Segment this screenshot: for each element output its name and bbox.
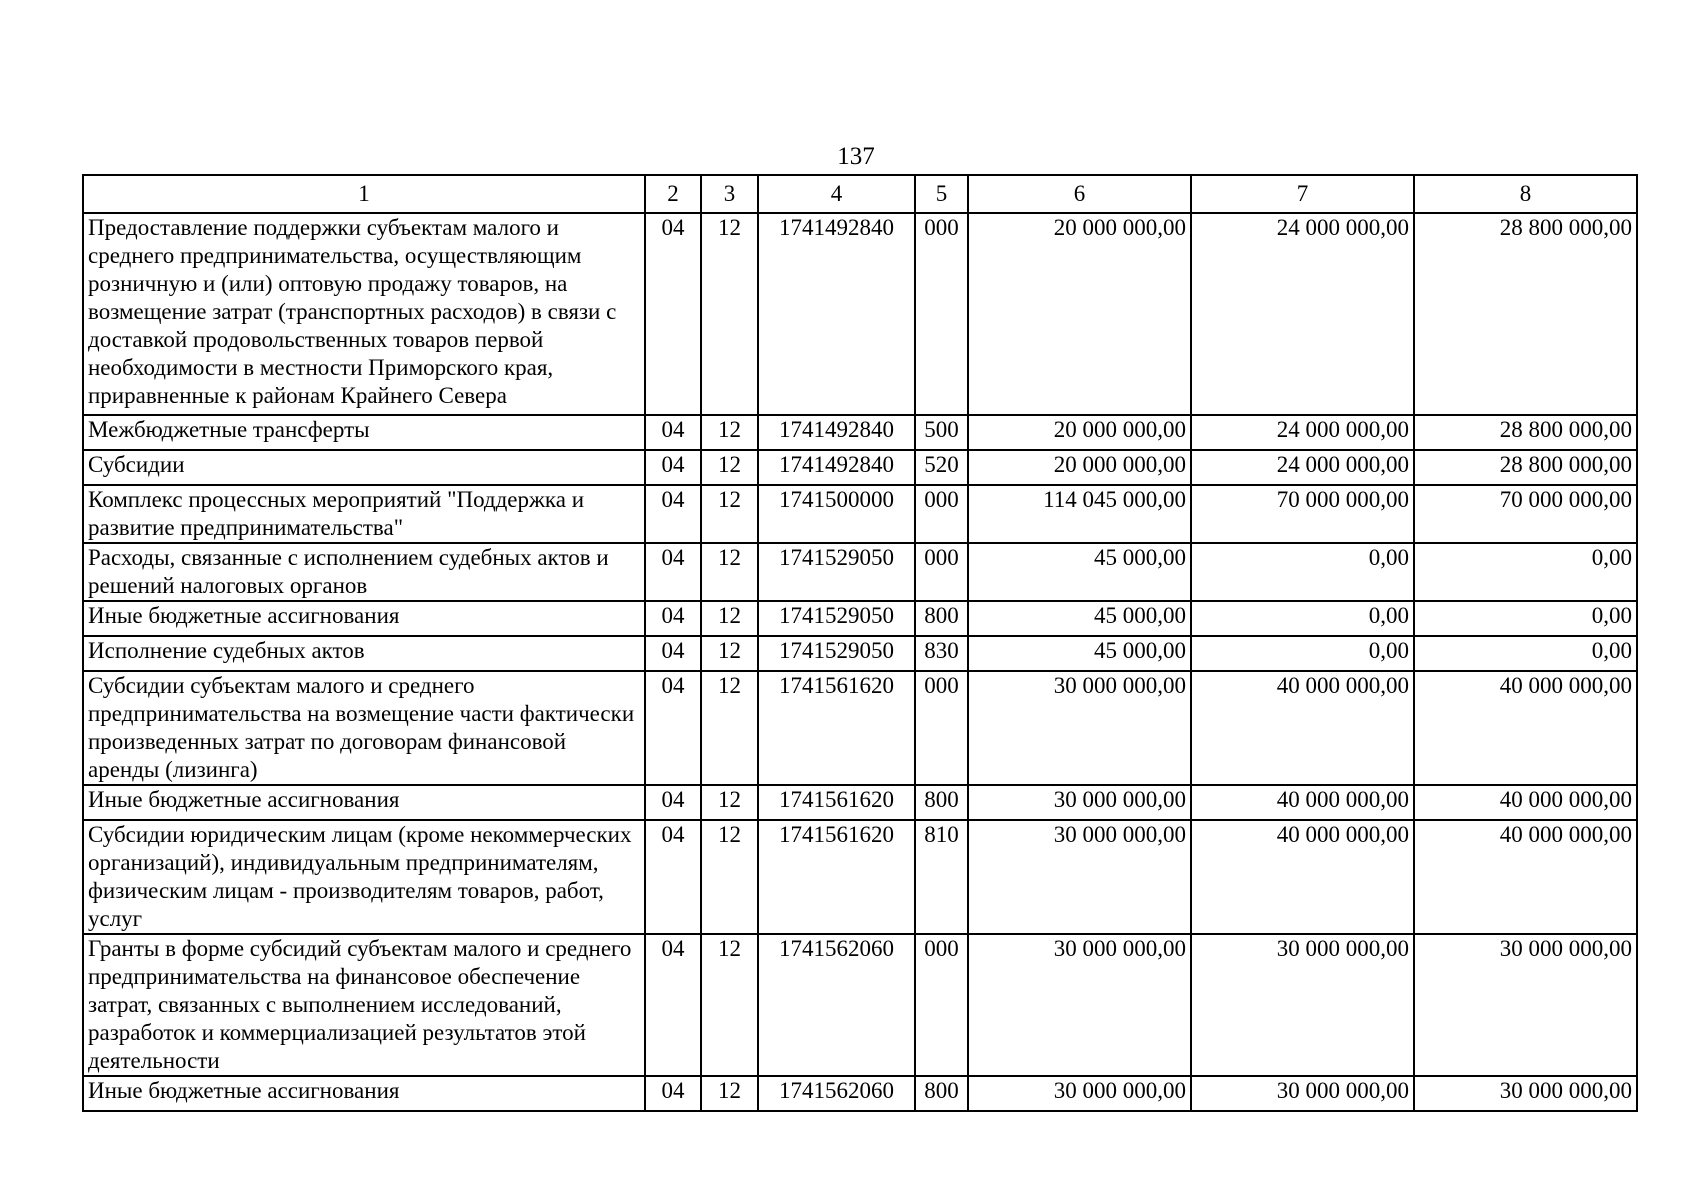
subsection-code: 12 (701, 415, 758, 450)
subsection-code: 12 (701, 543, 758, 601)
row-name: Субсидии юридическим лицам (кроме некоммерческих организаций), индивидуальным предпринимателям, физическим лицам - производителям товаров, работ, услуг (83, 820, 645, 934)
amount-col6: 30 000 000,00 (968, 820, 1191, 934)
row-name: Расходы, связанные с исполнением судебных актов и решений налоговых органов (83, 543, 645, 601)
row-name: Гранты в форме субсидий субъектам малого и среднего предпринимательства на финансовое обеспечение затрат, связанных с выполнением исследований, разработок и коммерциализацией результатов этой деятельности (83, 934, 645, 1076)
expense-type-code: 830 (915, 636, 968, 671)
section-code: 04 (645, 485, 701, 543)
section-code: 04 (645, 820, 701, 934)
section-code: 04 (645, 213, 701, 415)
amount-col7: 40 000 000,00 (1191, 785, 1414, 820)
target-article-code: 1741492840 (758, 450, 915, 485)
amount-col7: 30 000 000,00 (1191, 1076, 1414, 1111)
budget-table (82, 174, 1638, 1112)
amount-col7: 40 000 000,00 (1191, 820, 1414, 934)
subsection-code: 12 (701, 785, 758, 820)
target-article-code: 1741500000 (758, 485, 915, 543)
amount-col8: 70 000 000,00 (1414, 485, 1637, 543)
section-code: 04 (645, 415, 701, 450)
expense-type-code: 000 (915, 485, 968, 543)
expense-type-code: 800 (915, 785, 968, 820)
section-code: 04 (645, 450, 701, 485)
row-name: Предоставление поддержки субъектам малого и среднего предпринимательства, осуществляющим розничную и (или) оптовую продажу товаров, на возмещение затрат (транспортных расходов) в связи с доставкой продовольственных товаров первой необходимости в местности Приморского края, приравненные к районам Крайнего Севера (83, 213, 645, 415)
subsection-code: 12 (701, 1076, 758, 1111)
amount-col7: 70 000 000,00 (1191, 485, 1414, 543)
table-row (83, 415, 1637, 450)
target-article-code: 1741562060 (758, 934, 915, 1076)
amount-col8: 28 800 000,00 (1414, 213, 1637, 415)
target-article-code: 1741561620 (758, 785, 915, 820)
amount-col7: 24 000 000,00 (1191, 415, 1414, 450)
amount-col8: 40 000 000,00 (1414, 785, 1637, 820)
amount-col8: 28 800 000,00 (1414, 415, 1637, 450)
table-row (83, 785, 1637, 820)
amount-col7: 0,00 (1191, 543, 1414, 601)
expense-type-code: 800 (915, 601, 968, 636)
table-row (83, 636, 1637, 671)
target-article-code: 1741562060 (758, 1076, 915, 1111)
amount-col7: 0,00 (1191, 601, 1414, 636)
subsection-code: 12 (701, 601, 758, 636)
amount-col6: 114 045 000,00 (968, 485, 1191, 543)
target-article-code: 1741561620 (758, 820, 915, 934)
amount-col6: 45 000,00 (968, 636, 1191, 671)
expense-type-code: 810 (915, 820, 968, 934)
subsection-code: 12 (701, 636, 758, 671)
row-name: Исполнение судебных актов (83, 636, 645, 671)
table-row (83, 820, 1637, 934)
amount-col6: 30 000 000,00 (968, 671, 1191, 785)
expense-type-code: 000 (915, 934, 968, 1076)
amount-col6: 30 000 000,00 (968, 934, 1191, 1076)
section-code: 04 (645, 934, 701, 1076)
amount-col6: 45 000,00 (968, 601, 1191, 636)
subsection-code: 12 (701, 450, 758, 485)
table-row (83, 934, 1637, 1076)
expense-type-code: 000 (915, 543, 968, 601)
amount-col6: 20 000 000,00 (968, 415, 1191, 450)
section-code: 04 (645, 636, 701, 671)
column-header: 8 (1414, 175, 1637, 213)
amount-col6: 30 000 000,00 (968, 1076, 1191, 1111)
target-article-code: 1741529050 (758, 636, 915, 671)
expense-type-code: 800 (915, 1076, 968, 1111)
amount-col8: 0,00 (1414, 601, 1637, 636)
column-header: 2 (645, 175, 701, 213)
section-code: 04 (645, 671, 701, 785)
column-header: 7 (1191, 175, 1414, 213)
expense-type-code: 500 (915, 415, 968, 450)
header-row (83, 175, 1637, 213)
column-header: 5 (915, 175, 968, 213)
row-name: Комплекс процессных мероприятий "Поддержка и развитие предпринимательства" (83, 485, 645, 543)
page-number: 137 (837, 143, 875, 170)
amount-col6: 45 000,00 (968, 543, 1191, 601)
column-header: 1 (83, 175, 645, 213)
amount-col8: 40 000 000,00 (1414, 820, 1637, 934)
table-row (83, 450, 1637, 485)
target-article-code: 1741529050 (758, 601, 915, 636)
column-header: 4 (758, 175, 915, 213)
subsection-code: 12 (701, 671, 758, 785)
column-header: 3 (701, 175, 758, 213)
section-code: 04 (645, 601, 701, 636)
table-row (83, 543, 1637, 601)
amount-col7: 30 000 000,00 (1191, 934, 1414, 1076)
table-row (83, 1076, 1637, 1111)
amount-col7: 24 000 000,00 (1191, 213, 1414, 415)
amount-col8: 30 000 000,00 (1414, 1076, 1637, 1111)
amount-col6: 20 000 000,00 (968, 450, 1191, 485)
target-article-code: 1741529050 (758, 543, 915, 601)
row-name: Субсидии (83, 450, 645, 485)
amount-col8: 40 000 000,00 (1414, 671, 1637, 785)
subsection-code: 12 (701, 485, 758, 543)
expense-type-code: 000 (915, 213, 968, 415)
amount-col7: 0,00 (1191, 636, 1414, 671)
amount-col8: 0,00 (1414, 543, 1637, 601)
subsection-code: 12 (701, 213, 758, 415)
amount-col8: 28 800 000,00 (1414, 450, 1637, 485)
amount-col6: 30 000 000,00 (968, 785, 1191, 820)
target-article-code: 1741492840 (758, 213, 915, 415)
subsection-code: 12 (701, 820, 758, 934)
amount-col6: 20 000 000,00 (968, 213, 1191, 415)
amount-col7: 24 000 000,00 (1191, 450, 1414, 485)
row-name: Иные бюджетные ассигнования (83, 785, 645, 820)
table-row (83, 485, 1637, 543)
expense-type-code: 000 (915, 671, 968, 785)
section-code: 04 (645, 785, 701, 820)
amount-col8: 30 000 000,00 (1414, 934, 1637, 1076)
row-name: Межбюджетные трансферты (83, 415, 645, 450)
column-header: 6 (968, 175, 1191, 213)
section-code: 04 (645, 1076, 701, 1111)
table-row (83, 601, 1637, 636)
expense-type-code: 520 (915, 450, 968, 485)
target-article-code: 1741561620 (758, 671, 915, 785)
table-row (83, 671, 1637, 785)
row-name: Иные бюджетные ассигнования (83, 1076, 645, 1111)
row-name: Иные бюджетные ассигнования (83, 601, 645, 636)
amount-col8: 0,00 (1414, 636, 1637, 671)
target-article-code: 1741492840 (758, 415, 915, 450)
row-name: Субсидии субъектам малого и среднего предпринимательства на возмещение части фактически произведенных затрат по договорам финансовой аренды (лизинга) (83, 671, 645, 785)
table-row (83, 213, 1637, 415)
section-code: 04 (645, 543, 701, 601)
subsection-code: 12 (701, 934, 758, 1076)
amount-col7: 40 000 000,00 (1191, 671, 1414, 785)
